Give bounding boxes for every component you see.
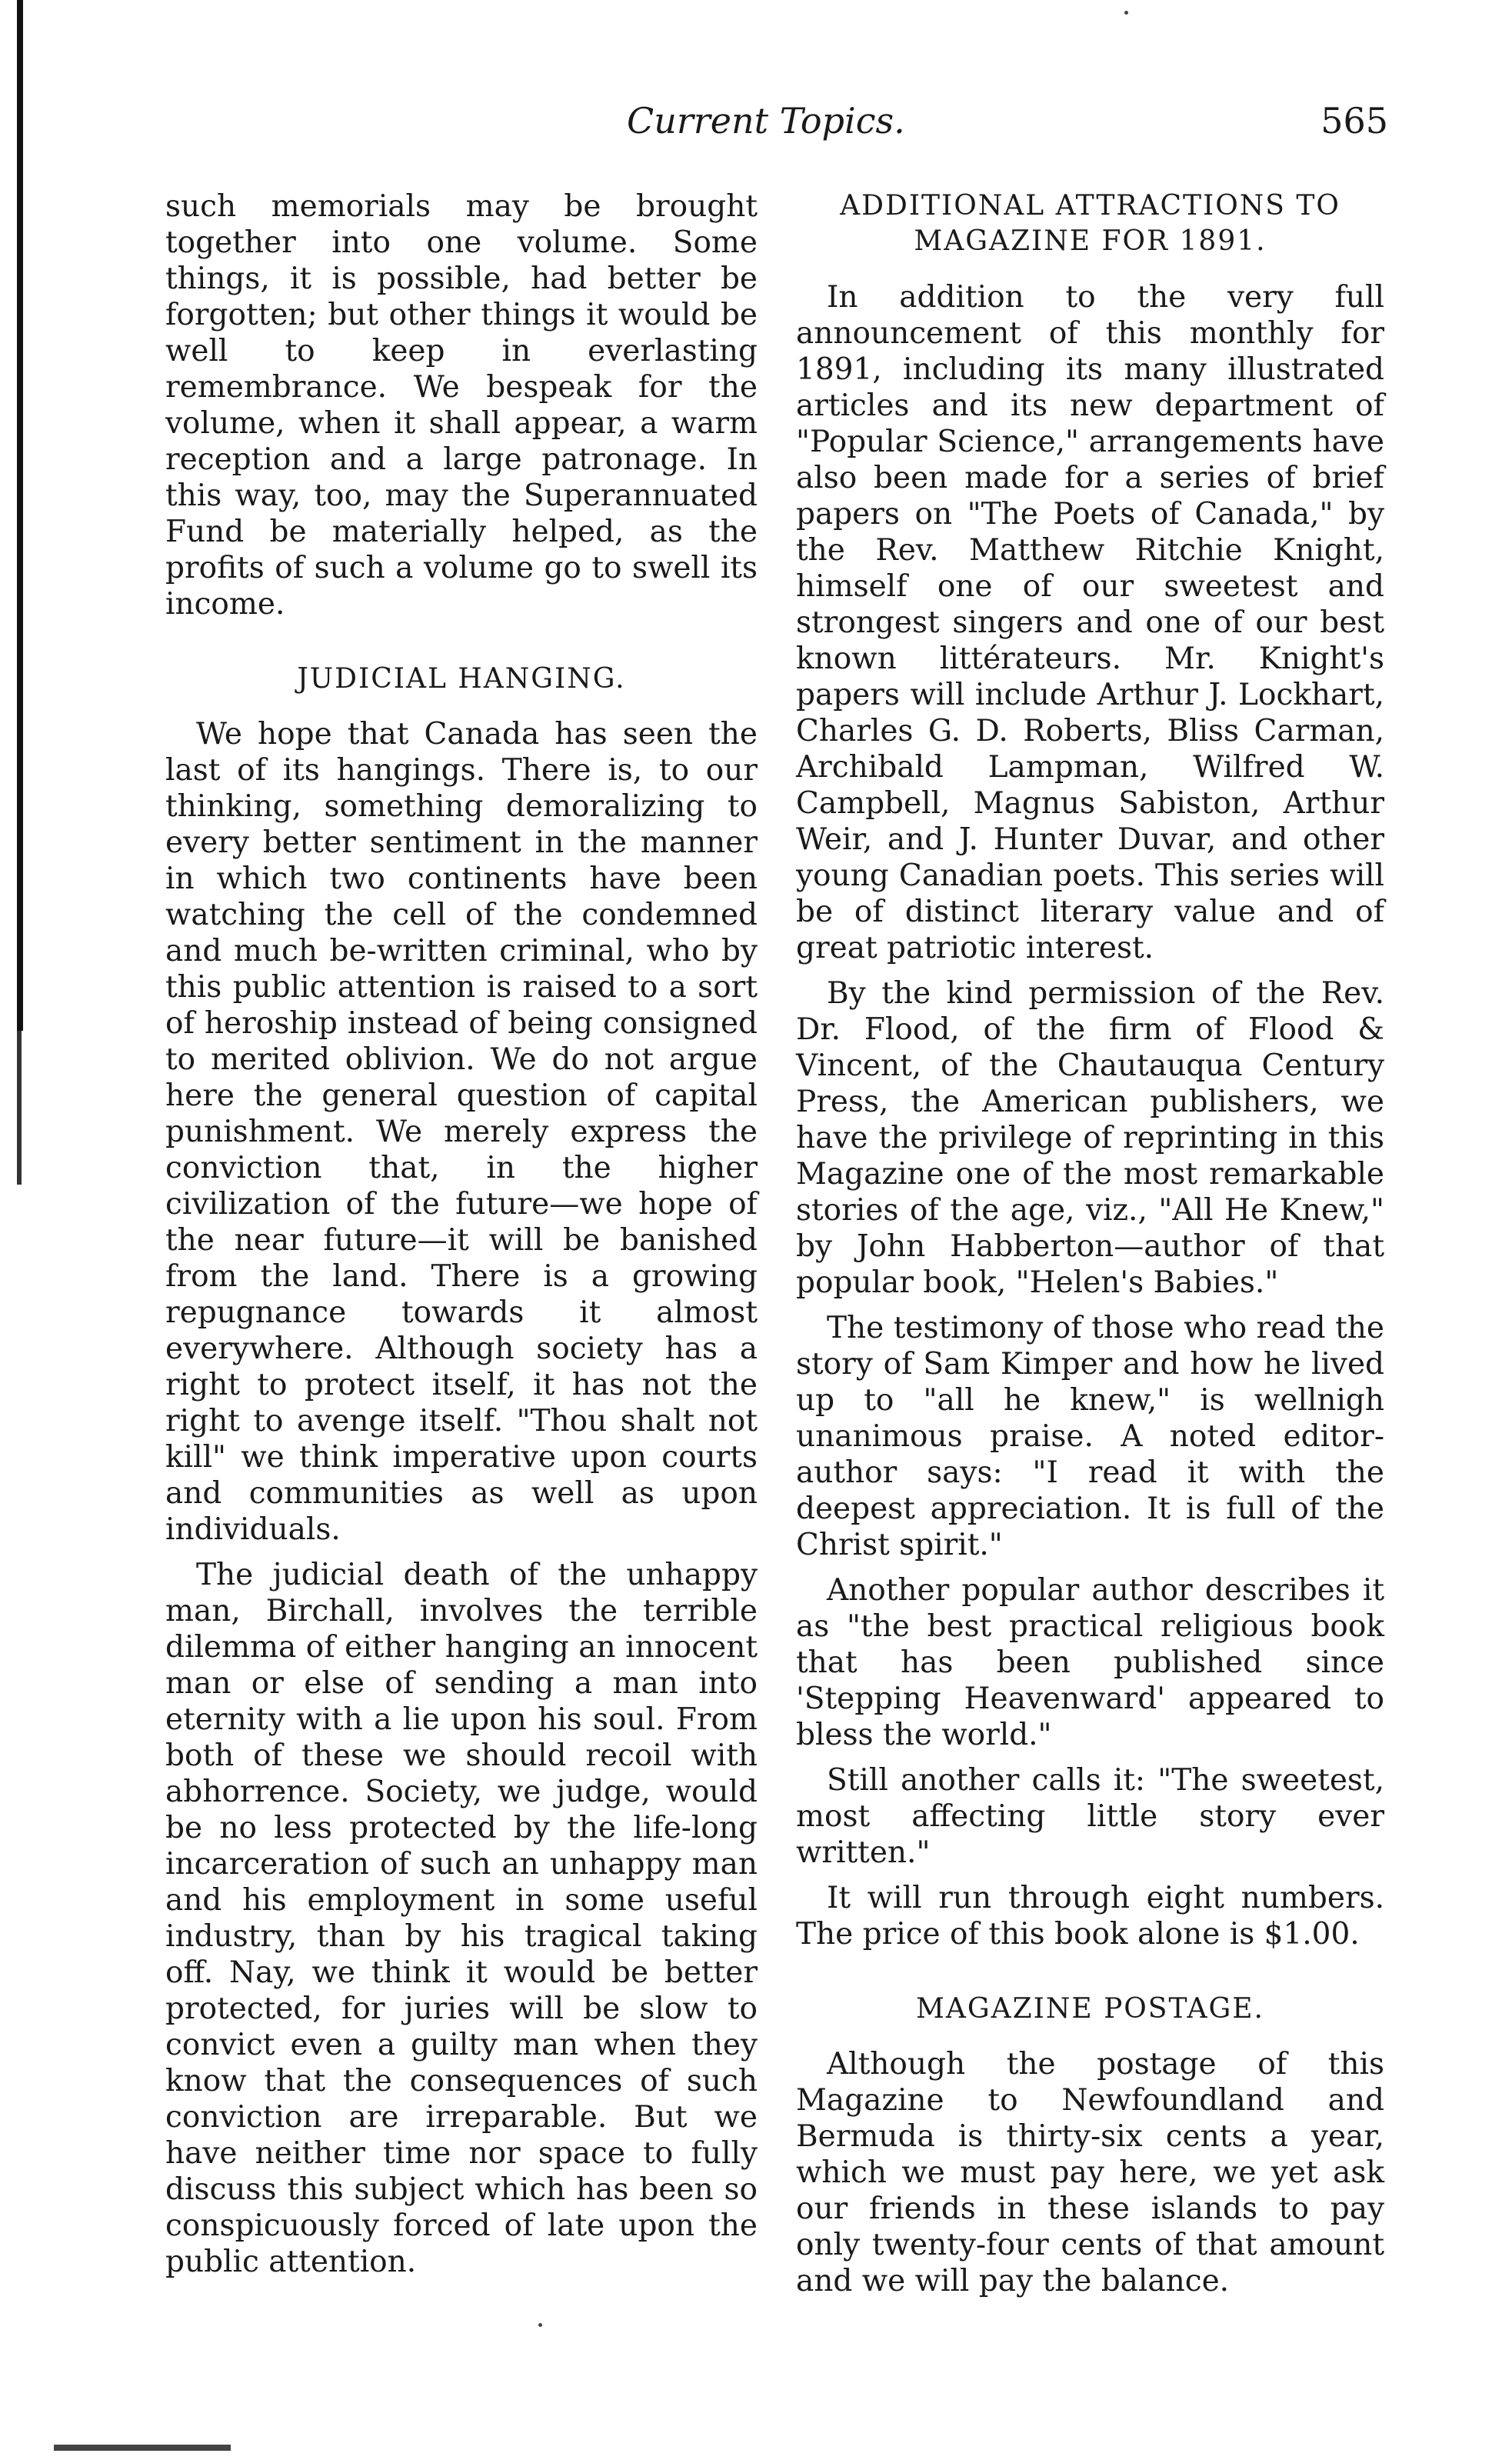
right-column (796, 188, 1384, 2299)
paragraph-testimony: The testimony of those who read the story of Sam Kimper and how he lived up to "all he knew," is wellnigh unanimous praise. A noted editor-author says: "I read it with the deepest appreciation. It is full of the Christ spirit." (796, 1311, 1384, 1562)
speck-mark (538, 2323, 542, 2327)
speck-mark (1124, 11, 1128, 15)
heading-judicial-hanging: JUDICIAL HANGING. (297, 663, 626, 695)
heading-additional-attractions: ADDITIONAL ATTRACTIONS TO MAGAZINE FOR 1891. (840, 190, 1340, 257)
paragraph-postage: Although the postage of this Magazine to Newfoundland and Bermuda is thirty-six cents a year, which we must pay here, we yet ask our friends in these islands to pay only twenty-four cents of that amount and we will pay the balance. (796, 2047, 1384, 2298)
paragraph-hangings: We hope that Canada has seen the last of its hangings. There is, to our thinking, something demoralizing to every better sentiment in the manner in which two continents have been watching the cell of the condemned and much be-written criminal, who by this public attention is raised to a sort of heroship instead of being consigned to merited oblivion. We do not argue here the general question of capital punishment. We merely express the conviction that, in the higher civilization of the future—we hope of the near future—it will be banished from the land. There is a growing repugnance towards it almost everywhere. Although society has a right to protect itself, it has not the right to avenge itself. "Thou shalt not kill" we think imperative upon courts and communities as well as upon individuals. (165, 717, 758, 1547)
binding-edge (17, 0, 23, 1031)
paragraph-birchall: The judicial death of the unhappy man, Birchall, involves the terrible dilemma of either hanging an innocent man or else of sending a man into eternity with a lie upon his soul. From both of these we should recoil with abhorrence. Society, we judge, would be no less protected by the life-long incarceration of such an unhappy man and his employment in some useful industry, than by his tragical taking off. Nay, we think it would be better protected, for juries will be slow to convict even a guilty man when they know that the consequences of such conviction are irreparable. But we have neither time nor space to fully discuss this subject which has been so conspicuously forced of late upon the public attention. (165, 1558, 758, 2279)
running-head (165, 100, 1388, 154)
left-column (165, 188, 758, 2280)
paragraph-price: It will run through eight numbers. The price of this book alone is $1.00. (796, 1881, 1384, 1952)
running-head-title: Current Topics. (627, 100, 905, 142)
paragraph-another-author: Another popular author describes it as "the best practical religious book that has been published since 'Stepping Heavenward' appeared to bless the world." (796, 1573, 1384, 1752)
paragraph-announcement: In addition to the very full announcement of this monthly for 1891, including its many illustrated articles and its new department of "Popular Science," arrangements have also been made for a series of brief papers on "The Poets of Canada," by the Rev. Matthew Ritchie Knight, himself one of our sweetest and strongest singers and one of our best known littérateurs. Mr. Knight's papers will include Arthur J. Lockhart, Charles G. D. Roberts, Bliss Carman, Archibald Lampman, Wilfred W. Campbell, Magnus Sabiston, Arthur Weir, and J. Hunter Duvar, and other young Canadian poets. This series will be of distinct literary value and of great patriotic interest. (796, 280, 1384, 965)
paragraph-still-another: Still another calls it: "The sweetest, most affecting little story ever written." (796, 1763, 1384, 1870)
page-number: 565 (1321, 100, 1388, 142)
heading-magazine-postage: MAGAZINE POSTAGE. (916, 1993, 1264, 2025)
paragraph-memorials: such memorials may be brought together into one volume. Some things, it is possible, had better be forgotten; but other things it would be well to keep in everlasting remembrance. We bespeak for the volume, when it shall appear, a warm reception and a large patronage. In this way, too, may the Superannuated Fund be materially helped, as the profits of such a volume go to swell its income. (165, 189, 758, 622)
paragraph-permission: By the kind permission of the Rev. Dr. Flood, of the firm of Flood & Vincent, of the Chautauqua Century Press, the American publishers, we have the privilege of reprinting in this Magazine one of the most remarkable stories of the age, viz., "All He Knew," by John Habberton—author of that popular book, "Helen's Babies." (796, 976, 1384, 1300)
binding-edge-lower (17, 1031, 22, 1185)
footer-smudge (54, 2445, 231, 2451)
